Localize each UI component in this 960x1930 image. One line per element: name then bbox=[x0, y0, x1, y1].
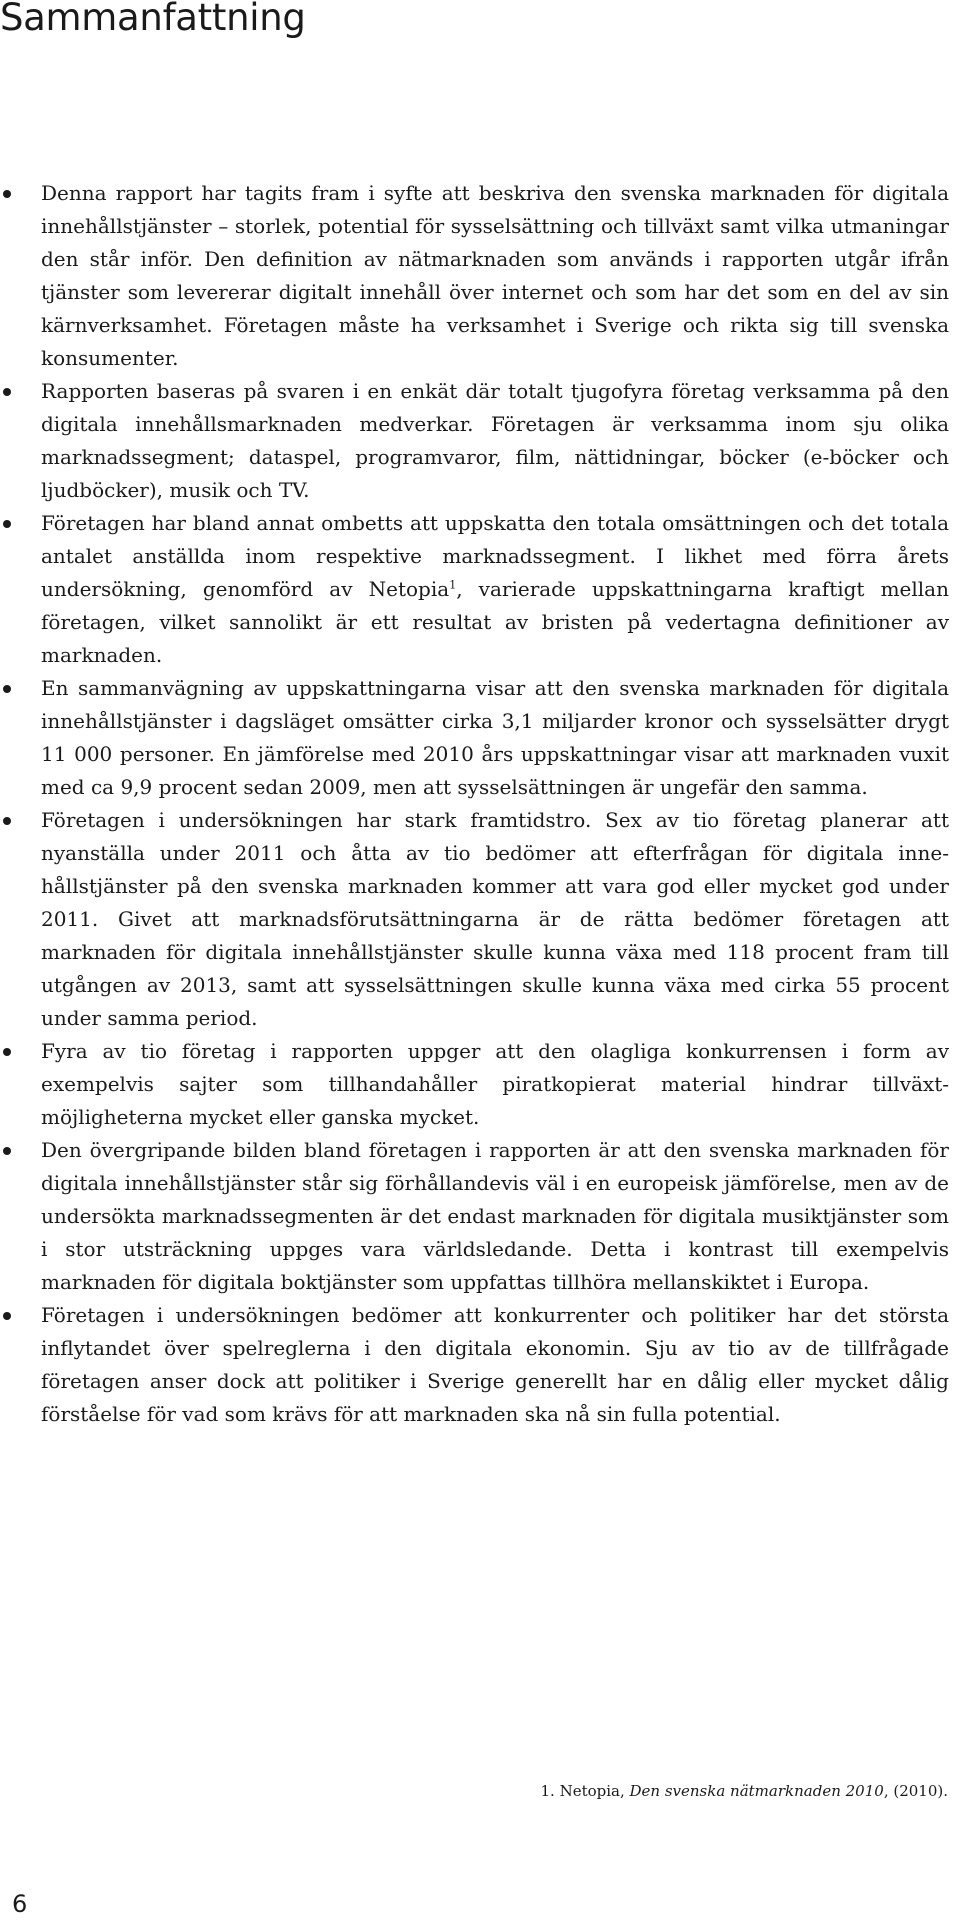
page-number: 6 bbox=[12, 1890, 28, 1918]
bullet-text: Företagen i undersökningen har stark framtidstro. Sex av tio företag planerar att nyanställa under 2011 och åtta av tio bedömer att efterfrågan för digitala innehållstjänster på den svenska marknaden kommer att vara god eller mycket god under 2011. Givet att marknadsförutsättningarna är de rätta bedömer företagen att marknaden för digitala innehållstjänster skulle kunna växa med 118 procent fram till utgången av 2013, samt att sysselsättningen skulle kunna växa med cirka 55 procent under samma period. bbox=[41, 808, 949, 1030]
bullet-text: En sammanvägning av uppskattningarna visar att den svenska marknaden för digitala innehållstjänster i dagsläget omsätter cirka 3,1 miljarder kronor och sysselsätter drygt 11 000 personer. En jämförelse med 2010 års uppskattningar visar att marknaden vuxit med ca 9,9 procent sedan 2009, men att sysselsättningen är ungefär den samma. bbox=[41, 676, 949, 799]
bullet-text: Rapporten baseras på svaren i en enkät där totalt tjugofyra företag verksamma på den digitala innehållsmarknaden medverkar. Företagen är verksamma inom sju olika marknadssegment; dataspel, programvaror, film, nättidningar, böcker (e-böcker och ljudböcker), musik och TV. bbox=[41, 379, 949, 502]
bullet-text: Företagen har bland annat ombetts att uppskatta den totala omsättningen och det totala antalet anställda inom respektive marknadssegment. I likhet med förra årets undersökning, genomförd av Netopia bbox=[41, 511, 949, 601]
bullet-text: Fyra av tio företag i rapporten uppger att den olagliga konkurrensen i form av exempelvis sajter som tillhandahåller piratkopierat material hindrar tillväxtmöjligheterna mycket eller ganska mycket. bbox=[41, 1039, 949, 1129]
summary-bullet bbox=[0, 672, 949, 804]
bullet-text: Den övergripande bilden bland företagen i rapporten är att den svenska marknaden för digitala innehållstjänster står sig förhållandevis väl i en europeisk jämförelse, men av de undersökta marknadssegmenten är det endast marknaden för digitala musiktjänster som i stor utsträckning uppges vara världsledande. Detta i kontrast till exempelvis marknaden för digitala boktjänster som uppfattas tillhöra mellanskiktet i Europa. bbox=[41, 1138, 949, 1294]
summary-bullet bbox=[0, 1299, 949, 1431]
footnote-reference[interactable]: 1 bbox=[449, 578, 457, 592]
summary-bullet bbox=[0, 507, 949, 672]
bullet-icon bbox=[3, 685, 11, 693]
footnote-source-title: Den svenska nätmarknaden 2010 bbox=[629, 1782, 884, 1800]
footnote-author: Netopia, bbox=[559, 1782, 625, 1800]
footnote-number: 1. bbox=[540, 1782, 555, 1800]
bullet-icon bbox=[3, 817, 11, 825]
bullet-icon bbox=[3, 388, 11, 396]
summary-bullet-list bbox=[0, 177, 960, 1431]
summary-bullet bbox=[0, 804, 949, 1035]
bullet-icon bbox=[3, 190, 11, 198]
summary-bullet bbox=[0, 1134, 949, 1299]
footnote-year: , (2010). bbox=[883, 1782, 948, 1800]
summary-bullet bbox=[0, 1035, 949, 1134]
bullet-text: Denna rapport har tagits fram i syfte att beskriva den svenska marknaden för digitala innehållstjänster – storlek, potential för sysselsättning och tillväxt samt vilka utmaningar den står inför. Den definition av nätmarknaden som används i rapporten utgår ifrån tjänster som levererar digitalt innehåll över internet och som har det som en del av sin kärnverksamhet. Företagen måste ha verksamhet i Sverige och rikta sig till svenska konsumenter. bbox=[41, 181, 949, 370]
summary-bullet bbox=[0, 177, 949, 375]
bullet-text: Företagen i undersökningen bedömer att konkurrenter och politiker har det största inflytandet över spelreglerna i den digitala ekonomin. Sju av tio av de tillfrågade företagen anser dock att politiker i Sverige generellt har en dålig eller mycket dålig förståelse för vad som krävs för att marknaden ska nå sin fulla potential. bbox=[41, 1303, 949, 1426]
page-title: Sammanfattning bbox=[0, 0, 306, 39]
bullet-icon bbox=[3, 1048, 11, 1056]
bullet-icon bbox=[3, 1312, 11, 1320]
summary-bullet bbox=[0, 375, 949, 507]
footnote bbox=[540, 1782, 948, 1800]
bullet-text-continued: , varierade uppskattningarna kraftigt mellan företagen, vilket sannolikt är ett resultat av bristen på vedertagna definitioner av marknaden. bbox=[41, 577, 949, 667]
bullet-icon bbox=[3, 1147, 11, 1155]
bullet-icon bbox=[3, 520, 11, 528]
